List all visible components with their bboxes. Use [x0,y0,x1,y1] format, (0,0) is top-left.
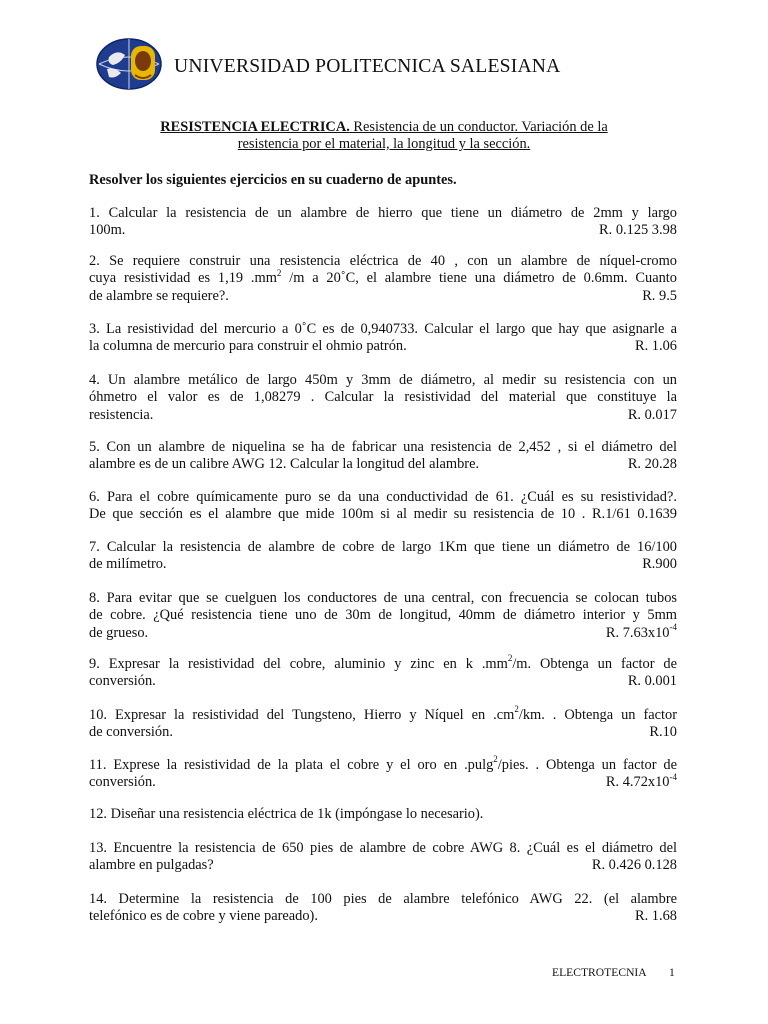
exercise-line: de cobre. ¿Qué resistencia tiene uno de 30m de longitud, 40mm de diámetro interior y 5mm [89,607,677,624]
exercise-2 [89,253,677,305]
exercise-text: 11. Exprese la resistividad de la plata el cobre y el oro en .pulg [89,757,494,773]
page-number: 1 [669,966,675,979]
title-bold: RESISTENCIA ELECTRICA. [160,119,350,135]
document-subtitle: resistencia por el material, la longitud y la sección. [237,136,531,152]
university-name: UNIVERSIDAD POLITECNICA SALESIANA [174,56,561,77]
exercise-line [89,222,677,239]
exercise-text: /m. Obtenga un factor de [512,656,677,672]
exercise-line [89,621,677,642]
exercise-line: De que sección es el alambre que mide 100m si al medir su resistencia de 10 . R.1/61 0.1639 [89,506,677,523]
footer-label: ELECTROTECNIA [552,966,647,979]
answer-text: R. 7.63x10 [605,624,670,641]
exercise-11 [89,754,678,792]
exercise-line: 5. Con un alambre de niquelina se ha de fabricar una resistencia de 2,452 , si el diámetro del [89,439,677,455]
exercise-line: óhmetro el valor es de 1,08279 . Calcular la resistividad del material que constituye la [89,389,677,406]
exercise-text: conversión. [89,774,156,791]
exercise-10 [89,704,677,742]
exercise-5 [89,439,677,474]
exercise-answer: R. 0.001 [627,673,677,690]
superscript: 2 [276,267,282,278]
exercise-answer: R. 20.28 [627,456,677,473]
exercise-text: /m a 20˚C, el alambre tiene una diámetro de 0.6mm. Cuanto [281,270,677,287]
exercise-text: de milímetro. [89,556,167,573]
exercise-line [89,908,677,925]
title-rest: Resistencia de un conductor. Variación de la [349,119,608,135]
exercise-text: de grueso. [89,624,149,641]
exercise-line [89,267,677,287]
document-title [0,119,768,136]
superscript: 2 [514,704,519,715]
exercise-4 [89,372,677,424]
exercise-line [89,704,677,724]
exercise-answer: R. 0.017 [627,406,677,423]
exercise-line [89,407,677,424]
university-logo-icon [95,37,163,91]
exercise-line: 1. Calcular la resistencia de un alambre de hierro que tiene un diámetro de 2mm y largo [89,205,677,221]
exercise-line [89,754,678,774]
exercise-6 [89,489,677,524]
exercise-line: 4. Un alambre metálico de largo 450m y 3mm de diámetro, al medir su resistencia con un [89,372,677,388]
exercise-line [89,724,677,741]
exercise-text: /km. . Obtenga un factor [518,707,677,723]
exercise-line [89,771,677,791]
exercise-text: /pies. . Obtenga un factor de [497,757,678,773]
exercise-line: 12. Diseñar una resistencia eléctrica de 1k (impóngase lo necesario). [89,806,484,822]
superscript: -4 [669,621,677,632]
exercise-answer: R. 0.125 3.98 [599,222,677,239]
exercise-12 [89,806,677,823]
instructions: Resolver los siguientes ejercicios en su cuaderno de apuntes. [89,172,457,188]
exercise-line [89,556,677,573]
exercise-answer [605,621,677,642]
exercise-text: conversión. [89,673,156,690]
exercise-answer: R.10 [649,724,677,741]
exercise-14 [89,891,677,926]
superscript: -4 [669,771,677,782]
exercise-9 [89,653,677,691]
exercise-line: 14. Determine la resistencia de 100 pies de alambre telefónico AWG 22. (el alambre [89,891,677,907]
superscript: 2 [493,754,498,765]
exercise-text: cuya resistividad es 1,19 .mm [89,270,277,287]
exercise-answer: R.900 [642,556,677,573]
exercise-text: alambre en pulgadas? [89,857,214,874]
exercise-line: 2. Se requiere construir una resistencia eléctrica de 40 , con un alambre de níquel-cromo [89,253,677,269]
exercise-answer: R. 1.06 [635,338,677,355]
exercise-answer: R. 9.5 [642,287,677,304]
exercise-answer: R. 0.426 0.128 [591,857,677,874]
exercise-line: 7. Calcular la resistencia de alambre de cobre de largo 1Km que tiene un diámetro de 16/100 [89,539,677,555]
exercise-answer [605,771,677,791]
superscript: 2 [507,653,513,664]
exercise-answer: R. 1.68 [635,908,677,925]
exercise-3 [89,321,677,356]
exercise-text: de conversión. [89,724,173,741]
exercise-text: alambre es de un calibre AWG 12. Calcular la longitud del alambre. [89,456,480,473]
exercise-text: resistencia. [89,406,154,423]
exercise-line: 8. Para evitar que se cuelguen los conductores de una central, con frecuencia se colocan tubos [89,590,677,606]
exercise-text: 100m. [89,222,126,239]
exercise-line [89,288,677,305]
exercise-line [89,673,677,690]
exercise-text: 10. Expresar la resistividad del Tungsteno, Hierro y Níquel en .cm [89,707,515,723]
exercise-line: 6. Para el cobre químicamente puro se da una conductividad de 61. ¿Cuál es su resistividad?. [89,489,677,505]
exercise-7 [89,539,677,574]
exercise-text: de alambre se requiere?. [89,287,229,304]
exercise-line [89,653,677,673]
exercise-line [89,456,677,473]
exercise-line: 3. La resistividad del mercurio a 0˚C es de 0,940733. Calcular el largo que hay que asignarle a [89,321,677,337]
exercise-text: 9. Expresar la resistividad del cobre, aluminio y zinc en k .mm [89,656,508,672]
exercise-8 [89,590,677,642]
exercise-line [89,338,677,355]
exercise-1 [89,205,677,240]
exercise-line: 13. Encuentre la resistencia de 650 pies de alambre de cobre AWG 8. ¿Cuál es el diámetro del [89,840,677,856]
answer-text: R. 4.72x10 [605,774,670,791]
exercise-text: telefónico es de cobre y viene pareado). [89,908,318,925]
exercise-text: la columna de mercurio para construir el ohmio patrón. [89,338,407,355]
exercise-13 [89,840,677,875]
exercise-line [89,857,677,874]
